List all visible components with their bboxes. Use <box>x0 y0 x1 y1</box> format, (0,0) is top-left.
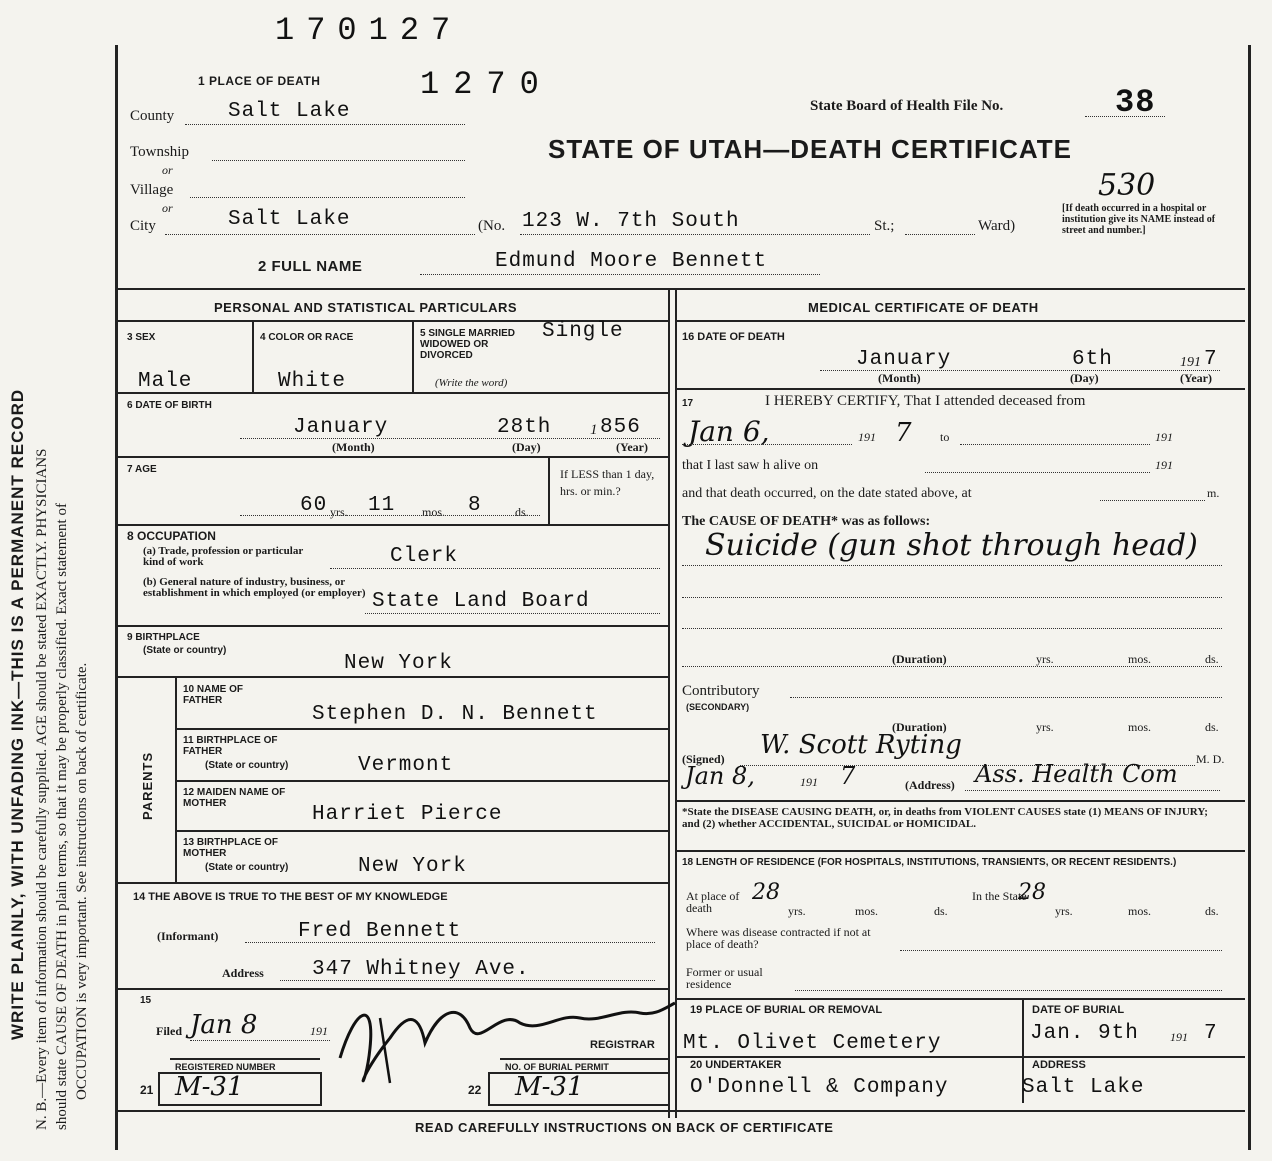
street-no-label: (No. <box>478 218 506 234</box>
city-value: Salt Lake <box>228 208 351 231</box>
age-months: 11 <box>368 494 396 517</box>
filed-year: 191 <box>310 1024 328 1038</box>
duration-mos-1: mos. <box>1128 652 1152 666</box>
file-number-value: 38 <box>1115 84 1156 121</box>
state-mos-unit: mos. <box>1128 904 1152 918</box>
date-of-death-day: 6th <box>1072 348 1113 371</box>
side-instructions-3: OCCUPATION is very important. See instructions on back of certificate. <box>74 662 90 1100</box>
duration-mos-2: mos. <box>1128 720 1152 734</box>
date-of-death-month: January <box>856 348 952 371</box>
marital-label: 5 SINGLE MARRIED WIDOWED OR DIVORCED <box>420 328 516 361</box>
place-of-death-label: 1 PLACE OF DEATH <box>198 74 321 88</box>
duration-label-2: (Duration) <box>892 720 947 734</box>
age-days: 8 <box>468 494 482 517</box>
attended-from-value: Jan 6, <box>688 415 770 448</box>
sex-value: Male <box>138 370 193 393</box>
informant-address-value: 347 Whitney Ave. <box>312 958 530 981</box>
father-birthplace-label: 11 BIRTHPLACE OF FATHER <box>183 735 278 757</box>
dob-day-caption: (Day) <box>512 440 541 454</box>
county-value: Salt Lake <box>228 100 351 123</box>
last-saw-year: 191 <box>1155 458 1173 472</box>
age-label: 7 AGE <box>127 464 157 475</box>
registered-number-value: M-31 <box>175 1072 244 1102</box>
mother-birthplace-label: 13 BIRTHPLACE OF MOTHER <box>183 837 279 859</box>
attended-from-year-digit: 7 <box>895 418 912 448</box>
burial-year-digit: 7 <box>1204 1022 1218 1045</box>
attended-from-year: 191 <box>858 430 876 444</box>
date-of-death-label: 16 DATE OF DEATH <box>682 331 785 343</box>
birthplace-sub: (State or country) <box>143 645 227 656</box>
filed-value: Jan 8 <box>190 1010 258 1040</box>
or-2: or <box>162 201 173 215</box>
burial-permit-value: M-31 <box>515 1072 584 1102</box>
father-name-value: Stephen D. N. Bennett <box>312 703 598 726</box>
occupation-b-label: (b) General nature of industry, business, or establishment in which employed (or employer) <box>143 576 366 599</box>
physician-address-label: (Address) <box>905 778 955 792</box>
last-saw-text: that I last saw h alive on <box>682 458 819 473</box>
dob-year-caption: (Year) <box>616 440 648 454</box>
personal-section-title: PERSONAL AND STATISTICAL PARTICULARS <box>214 300 518 315</box>
dob-year-prefix: 1 <box>590 422 598 438</box>
side-instructions-2: should state CAUSE OF DEATH in plain terms, so that it may be properly classified. Exact statement of <box>54 503 70 1130</box>
cause-of-death-label: The CAUSE OF DEATH* was as follows: <box>682 514 931 529</box>
mother-birthplace-sub: (State or country) <box>205 862 289 873</box>
place-yrs-unit: yrs. <box>788 904 806 918</box>
in-state-years: 28 <box>1018 880 1046 905</box>
mother-birthplace-value: New York <box>358 855 467 878</box>
sex-label: 3 SEX <box>127 332 156 343</box>
informant-label: (Informant) <box>157 929 219 943</box>
duration-yrs-1: yrs. <box>1036 652 1054 666</box>
filed-label: Filed <box>156 1024 182 1038</box>
filed-number: 15 <box>140 995 152 1006</box>
residence-label: 18 LENGTH OF RESIDENCE (FOR HOSPITALS, INSTITUTIONS, TRANSIENTS, OR RECENT RESIDENTS.) <box>682 857 1177 868</box>
dod-day-caption-text: (Day) <box>1070 371 1099 385</box>
birthplace-value: New York <box>344 652 453 675</box>
undertaker-value: O'Donnell & Company <box>690 1076 949 1099</box>
village-label: Village <box>130 182 174 198</box>
occupation-b-value: State Land Board <box>372 590 590 613</box>
certify-number: 17 <box>682 398 694 409</box>
undertaker-address-value: Salt Lake <box>1022 1076 1145 1099</box>
father-name-label: 10 NAME OF FATHER <box>183 684 244 706</box>
marital-value: Single <box>542 320 624 343</box>
at-place-years: 28 <box>752 880 780 905</box>
marital-note: (Write the word) <box>435 377 508 389</box>
file-number-label: State Board of Health File No. <box>810 98 1004 114</box>
birthplace-label: 9 BIRTHPLACE <box>127 632 200 643</box>
street-label: St.; <box>874 218 895 234</box>
signed-date: Jan 8, <box>685 762 755 790</box>
cause-footnote: *State the DISEASE CAUSING DEATH, or, in deaths from VIOLENT CAUSES state (1) MEANS OF INJURY; and (2) whether ACCIDENTAL, SUICIDAL or HOMICIDAL. <box>682 806 1208 830</box>
dod-year-caption-text: (Year) <box>1180 371 1212 385</box>
signed-year: 191 <box>800 775 818 789</box>
side-permanent-record: WRITE PLAINLY, WITH UNFADING INK—THIS IS A PERMANENT RECORD <box>8 388 27 1040</box>
occupation-a-value: Clerk <box>390 545 459 568</box>
hospital-note: [If death occurred in a hospital or institution give its NAME instead of street and number.] <box>1062 203 1216 236</box>
registrar-label: REGISTRAR <box>590 1039 655 1051</box>
death-occurred-m: m. <box>1207 486 1220 500</box>
or-1: or <box>162 163 173 177</box>
certify-text: I HEREBY CERTIFY, That I attended deceased from <box>765 393 1086 409</box>
ward-label: Ward) <box>978 218 1016 234</box>
place-mos-unit: mos. <box>855 904 879 918</box>
dob-year: 856 <box>600 416 641 439</box>
dob-label: 6 DATE OF BIRTH <box>127 400 212 411</box>
father-birthplace-value: Vermont <box>358 754 454 777</box>
state-yrs-unit: yrs. <box>1055 904 1073 918</box>
dod-month-caption-text: (Month) <box>878 371 921 385</box>
date-of-death-year: 7 <box>1204 348 1218 371</box>
informant-address-label: Address <box>222 966 264 980</box>
at-place-label: At place of death <box>686 889 740 915</box>
burial-year-prefix: 191 <box>1170 1030 1188 1044</box>
race-label: 4 COLOR OR RACE <box>260 332 354 343</box>
attended-to-label: to <box>940 430 950 444</box>
informant-value: Fred Bennett <box>298 920 462 943</box>
top-number: 170127 <box>275 12 463 49</box>
dob-month-caption: (Month) <box>332 440 375 454</box>
dob-month: January <box>293 416 389 439</box>
secondary-label: (SECONDARY) <box>686 702 750 712</box>
occupation-label: 8 OCCUPATION <box>127 529 216 543</box>
signed-label: (Signed) <box>682 752 725 766</box>
age-ds-unit: ds. <box>515 505 529 519</box>
mother-name-label: 12 MAIDEN NAME OF MOTHER <box>183 787 286 809</box>
side-instructions-1: N. B.—Every item of information should be carefully supplied. AGE should be stated EXACTLY. PHYSICIANS <box>34 448 50 1130</box>
race-value: White <box>278 370 347 393</box>
cause-of-death-value: Suicide (gun shot through head) <box>705 528 1198 563</box>
age-mos-unit: mos. <box>422 505 446 519</box>
physician-signature: W. Scott Ryting <box>760 730 962 760</box>
registered-number-prefix: 21 <box>140 1083 154 1097</box>
occupation-a-label: (a) Trade, profession or particular kind of work <box>143 545 304 568</box>
burial-place-label: 19 PLACE OF BURIAL OR REMOVAL <box>690 1004 883 1016</box>
duration-yrs-2: yrs. <box>1036 720 1054 734</box>
medical-section-title: MEDICAL CERTIFICATE OF DEATH <box>808 300 1039 315</box>
burial-permit-prefix: 22 <box>468 1083 482 1097</box>
date-of-death-year-prefix: 191 <box>1180 355 1201 370</box>
attended-to-year: 191 <box>1155 430 1173 444</box>
duration-label-1: (Duration) <box>892 652 947 666</box>
dob-day: 28th <box>497 416 552 439</box>
burial-permit-label: NO. OF BURIAL PERMIT <box>505 1062 609 1072</box>
signed-year-digit: 7 <box>840 762 856 790</box>
age-yrs-unit: yrs. <box>330 505 348 519</box>
informant-title: 14 THE ABOVE IS TRUE TO THE BEST OF MY KNOWLEDGE <box>133 891 448 903</box>
father-birthplace-sub: (State or country) <box>205 760 289 771</box>
burial-date-label: DATE OF BURIAL <box>1032 1004 1125 1016</box>
mother-name-value: Harriet Pierce <box>312 803 503 826</box>
duration-ds-1: ds. <box>1205 652 1219 666</box>
state-ds-unit: ds. <box>1205 904 1219 918</box>
death-occurred-text: and that death occurred, on the date stated above, at <box>682 486 972 501</box>
duration-ds-2: ds. <box>1205 720 1219 734</box>
age-years: 60 <box>300 494 328 517</box>
in-state-label: In the State <box>972 889 1027 903</box>
parents-label: PARENTS <box>140 751 155 820</box>
burial-place-value: Mt. Olivet Cemetery <box>683 1032 942 1055</box>
undertaker-address-label: ADDRESS <box>1032 1059 1086 1071</box>
full-name-value: Edmund Moore Bennett <box>495 250 768 273</box>
place-ds-unit: ds. <box>934 904 948 918</box>
footer-instructions: READ CAREFULLY INSTRUCTIONS ON BACK OF CERTIFICATE <box>415 1120 834 1135</box>
certificate-title: STATE OF UTAH—DEATH CERTIFICATE <box>548 134 1072 164</box>
township-label: Township <box>130 144 189 160</box>
age-less-than-note: If LESS than 1 day, hrs. or min.? <box>560 467 655 498</box>
where-contracted-label: Where was disease contracted if not at place of death? <box>686 925 871 951</box>
full-name-label: 2 FULL NAME <box>258 258 363 275</box>
former-residence-label: Former or usual residence <box>686 965 763 991</box>
handwritten-number: 530 <box>1098 168 1156 203</box>
undertaker-label: 20 UNDERTAKER <box>690 1059 782 1071</box>
registered-number-label: REGISTERED NUMBER <box>175 1062 276 1072</box>
physician-address-value: Ass. Health Com <box>975 760 1178 788</box>
county-label: County <box>130 108 175 124</box>
burial-date-value: Jan. 9th <box>1030 1022 1139 1045</box>
md-label: M. D. <box>1196 752 1225 766</box>
stamp-number: 1270 <box>420 66 553 103</box>
street-address-value: 123 W. 7th South <box>522 210 740 233</box>
contributory-label: Contributory <box>682 683 760 699</box>
city-label: City <box>130 218 156 234</box>
